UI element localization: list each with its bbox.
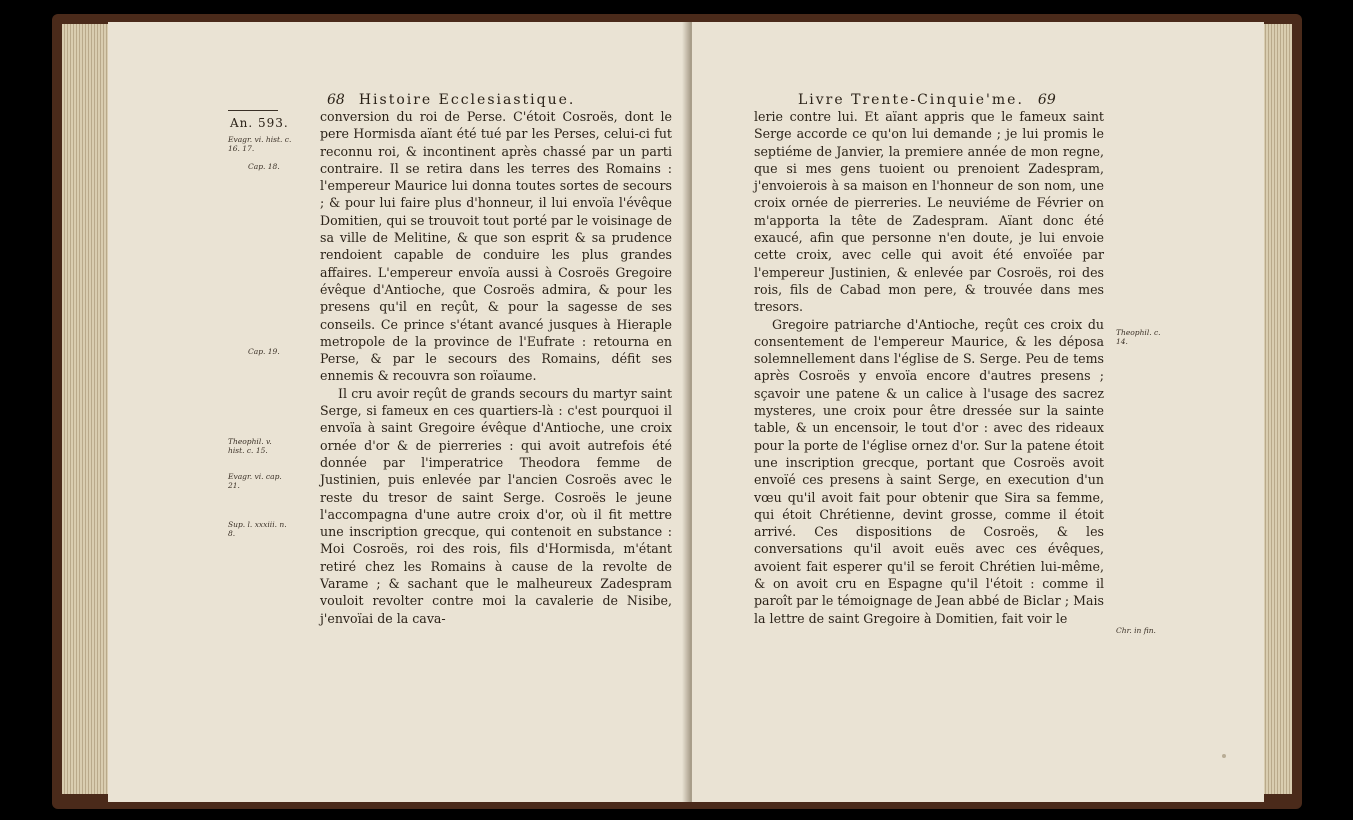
right-page (692, 22, 1264, 802)
left-running-head (313, 92, 575, 108)
right-page-number: 69 (1037, 92, 1056, 108)
page-edges-right (1262, 24, 1292, 794)
margin-note: Theophil. c. 14. (1116, 328, 1161, 346)
margin-note: Cap. 18. (248, 162, 280, 171)
left-title: Histoire Ecclesiastique. (358, 92, 576, 108)
margin-note: Chr. in fin. (1116, 626, 1156, 635)
paragraph: Gregoire patriarche d'Antioche, reçût ces croix du consentement de l'empereur Maurice, & les déposa solemnellement dans l'église de S. Serge. Peu de tems après Cosroës y envoïa encore d'autres presens ; sçavoir une patene & un calice à l'usage des sacrez mysteres, une croix pour être dressée sur la sainte table, & un encensoir, le tout d'or : avec des rideaux pour la porte de l'église ornez d'or. Sur la patene étoit une inscription grecque, portant que Cosroës avoit envoïé ces presens à saint Serge, en execution d'un vœu qu'il avoit fait pour obtenir que Sira sa femme, qui étoit Chrétienne, devint grosse, comme il étoit arrivé. Ces dispositions de Cosroës, & les conversations qu'il avoit euës avec ces évêques, avoient fait esperer qu'il se feroit Chrétien lui-même, & on avoit cru en Espagne qu'il l'étoit : comme il paroît par le témoignage de Jean abbé de Biclar ; Mais la lettre de saint Gregoire à Domitien, fait voir le (754, 316, 1104, 626)
margin-note: Sup. l. xxxiii. n. 8. (228, 520, 287, 538)
margin-year: An. 593. (230, 116, 289, 130)
right-body (754, 108, 1104, 627)
margin-rule (228, 110, 278, 111)
left-page (108, 22, 688, 802)
paragraph: lerie contre lui. Et aïant appris que le fameux saint Serge accorde ce qu'on lui demande ; je lui promis le septiéme de Janvier, la premiere année de mon regne, que si mes gens tuoient ou prenoient Zadespram, j'envoierois à sa maison en l'honneur de son nom, une croix ornée de pierreries. Le neuviéme de Février on m'apporta la tête de Zadespram. Aïant donc été exaucé, afin que personne n'en doute, je lui envoie cette croix, avec celle qui avoit été envoïée par l'empereur Justinien, & enlevée par Cosroës, roi des rois, fils de Cabad mon pere, & trouvée dans mes tresors. (754, 109, 1104, 315)
right-title: Livre Trente-Cinquie'me. (798, 92, 1024, 108)
left-body (320, 108, 672, 627)
margin-note: Cap. 19. (248, 347, 280, 356)
left-page-number: 68 (327, 92, 345, 108)
margin-note: Theophil. v. hist. c. 15. (228, 437, 272, 455)
page-edges-left (62, 24, 112, 794)
paragraph: conversion du roi de Perse. C'étoit Cosroës, dont le pere Hormisda aïant été tué par les Perses, celui-ci fut reconnu roi, & incontinent après chassé par un parti contraire. Il se retira dans les terres des Romains : l'empereur Maurice lui donna toutes sortes de secours ; & pour lui faire plus d'honneur, il lui envoïa l'évêque Domitien, qui se trouvoit tout porté par le voisinage de sa ville de Melitine, & que son esprit & sa prudence rendoient capable de conduire les plus grandes affaires. L'empereur envoïa aussi à Cosroës Gregoire évêque d'Antioche, que Cosroës admira, & pour les presens qu'il en reçût, & pour la sagesse de ses conseils. Ce prince s'étant avancé jusques à Hieraple metropole de la province de l'Eufrate : retourna en Perse, & par le secours des Romains, défit ses ennemis & recouvra son roïaume. (320, 109, 672, 384)
margin-note: Evagr. vi. cap. 21. (228, 472, 282, 490)
paragraph: Il cru avoir reçût de grands secours du martyr saint Serge, si fameux en ces quartiers-là : c'est pourquoi il envoïa à saint Gregoire évêque d'Antioche, une croix ornée d'or & de pierreries : qui avoit autrefois été donnée par l'imperatrice Theodora femme de Justinien, puis enlevée par l'ancien Cosroës avec le reste du tresor de saint Serge. Cosroës le jeune l'accompagna d'une autre croix d'or, où il fit mettre une inscription grecque, qui contenoit en substance : Moi Cosroës, roi des rois, fils d'Hormisda, m'étant retiré chez les Romains à cause de la revolte de Varame ; & sachant que le malheureux Zadespram vouloit revolter contre moi la cavalerie de Nisibe, j'envoïai de la cava- (320, 385, 672, 626)
right-running-head (798, 92, 1070, 108)
page-spot (1222, 754, 1226, 758)
margin-note: Evagr. vi. hist. c. 16. 17. (228, 135, 292, 153)
